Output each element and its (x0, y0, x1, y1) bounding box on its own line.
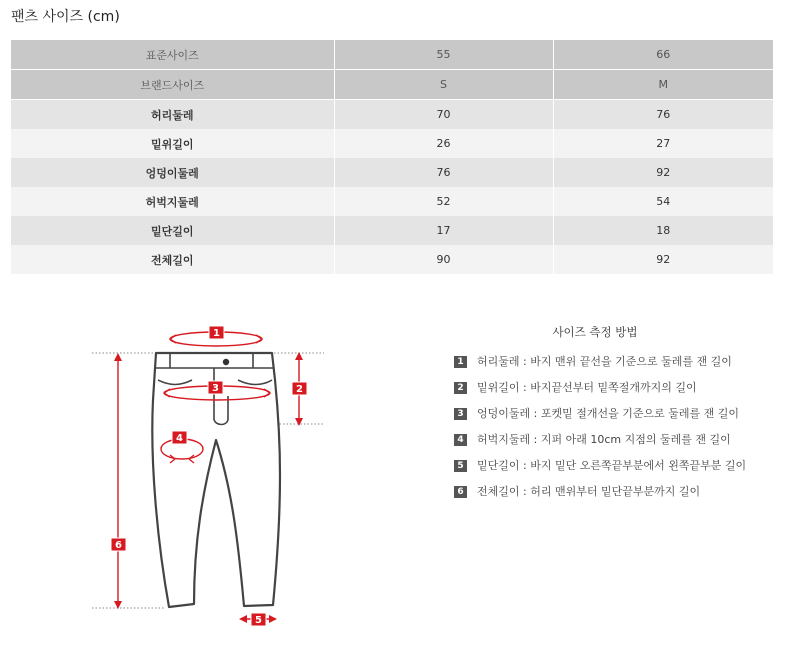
marker-label-6: 6 (115, 540, 122, 551)
number-badge: 3 (454, 408, 467, 420)
row-label: 엉덩이둘레 (11, 158, 334, 187)
row-label: 허리둘레 (11, 100, 334, 130)
table-cell: 27 (553, 129, 773, 158)
marker-label-3: 3 (212, 383, 219, 394)
marker-label-5: 5 (255, 615, 262, 626)
measurement-guide-text: 밑위길이 : 바지끝선부터 밑쪽절개까지의 길이 (477, 381, 697, 394)
header-cell: 브랜드사이즈 (11, 70, 334, 100)
number-badge: 1 (454, 356, 467, 368)
measurement-guide-title: 사이즈 측정 방법 (552, 325, 638, 339)
number-badge: 5 (454, 460, 467, 472)
measurement-guide-text: 밑단길이 : 바지 밑단 오른쪽끝부분에서 왼쪽끝부분 길이 (477, 459, 747, 472)
row-label: 밑위길이 (11, 129, 334, 158)
table-cell: 76 (553, 100, 773, 130)
table-cell: 17 (334, 216, 553, 245)
table-cell: 90 (334, 245, 553, 274)
table-cell: 54 (553, 187, 773, 216)
row-label: 허벅지둘레 (11, 187, 334, 216)
number-badge: 2 (454, 382, 467, 394)
marker-label-1: 1 (213, 328, 220, 339)
measurement-guide-text: 허리둘레 : 바지 맨위 끝선을 기준으로 둘레를 잰 길이 (477, 355, 732, 368)
measurement-guide-item (454, 485, 700, 499)
measurement-guide-item (454, 459, 746, 473)
measurement-guide-item (454, 407, 739, 421)
table-cell: 76 (334, 158, 553, 187)
number-badge: 6 (454, 486, 467, 498)
number-badge: 4 (454, 434, 467, 446)
waist-button-icon (223, 359, 229, 365)
measurement-guide-item (454, 433, 731, 447)
table-cell: 92 (553, 245, 773, 274)
table-cell: 70 (334, 100, 553, 130)
measurement-guide-text: 허벅지둘레 : 지퍼 아래 10cm 지점의 둘레를 잰 길이 (477, 433, 731, 446)
header-cell: M (553, 70, 773, 100)
table-cell: 92 (553, 158, 773, 187)
measure-1-waist (170, 326, 262, 346)
table-cell: 26 (334, 129, 553, 158)
header-cell: 66 (553, 40, 773, 70)
marker-label-2: 2 (296, 384, 303, 395)
row-label: 전체길이 (11, 245, 334, 274)
table-cell: 18 (553, 216, 773, 245)
row-label: 밑단길이 (11, 216, 334, 245)
measure-5-hem (243, 613, 273, 626)
measurement-guide-item (454, 355, 732, 369)
measure-6-length (111, 357, 126, 605)
table-cell: 52 (334, 187, 553, 216)
measurement-guide-item (454, 381, 697, 395)
measure-2-rise (292, 356, 307, 422)
header-cell: 55 (334, 40, 553, 70)
page-title: 팬츠 사이즈 (cm) (11, 9, 120, 25)
marker-label-4: 4 (176, 433, 183, 444)
header-cell: S (334, 70, 553, 100)
measurement-guide-text: 전체길이 : 허리 맨위부터 밑단끝부분까지 길이 (477, 485, 701, 498)
measurement-guide-text: 엉덩이둘레 : 포켓밑 절개선을 기준으로 둘레를 잰 길이 (477, 407, 739, 420)
header-cell: 표준사이즈 (11, 40, 334, 70)
